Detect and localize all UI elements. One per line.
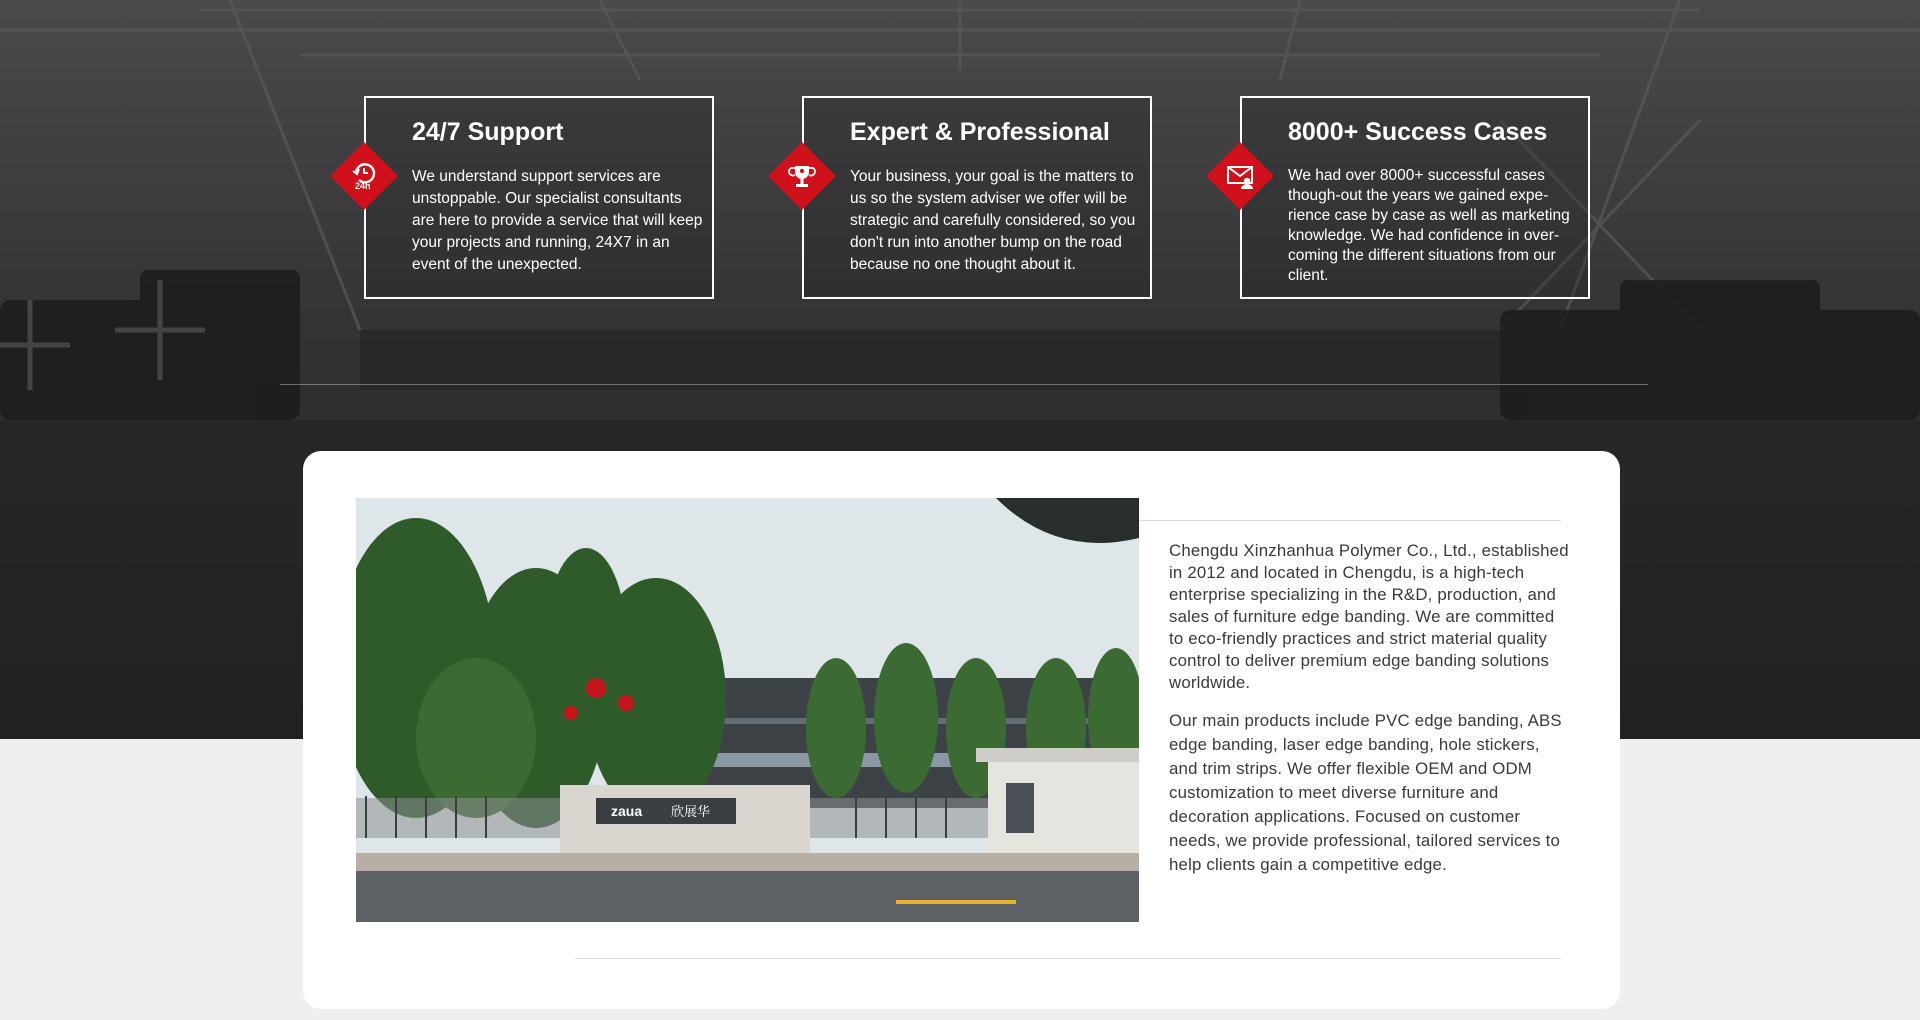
about-paragraph-1: Chengdu Xinzhanhua Polymer Co., Ltd., established in 2012 and located in Chengdu, is a high-tech enterprise specializing in the R&D, production, and sales of furniture edge banding. We are committed to eco-friendly practices and strict material quality control to deliver premium edge banding solutions worldwide. [1169, 541, 1569, 692]
badge-24h-text: 24h [355, 181, 371, 191]
feature-title: 8000+ Success Cases [1288, 118, 1548, 146]
sign-cn-text: 欣展华 [671, 805, 711, 820]
feature-description: We had over 8000+ successful cases though-out the years we gained expe-rience case by case as well as marketing knowledge. We had confidence in over-coming the different situations from our client. [1288, 167, 1570, 284]
feature-card-success-cases [1240, 96, 1590, 299]
feature-card-expert [802, 96, 1152, 299]
sign-brand-text: zaua [611, 803, 643, 819]
feature-description: We understand support services are unstoppable. Our specialist consultants are here to provide a service that will keep your projects and running, 24X7 in an event of the unexpected. [412, 168, 703, 273]
feature-title: 24/7 Support [412, 118, 564, 146]
about-paragraph-2: Our main products include PVC edge banding, ABS edge banding, laser edge banding, hole stickers, and trim strips. We offer flexible OEM and ODM customization to meet diverse furniture and decoration applications. Focused on customer needs, we provide professional, tailored services to help clients gain a competitive edge. [1169, 711, 1562, 874]
feature-description: Your business, your goal is the matters to us so the system adviser we offer will be strategic and carefully considered, so you don't run into another bump on the road because no one thought about it. [850, 168, 1136, 273]
hero-divider [280, 384, 1648, 385]
trophy-icon [768, 142, 836, 210]
about-divider-bottom [575, 958, 1561, 959]
feature-card-support [355, 96, 714, 299]
clock-24h-icon [330, 142, 398, 210]
about-text [1169, 540, 1569, 877]
factory-photo [356, 498, 1139, 922]
about-card [303, 451, 1620, 1009]
about-divider-top [1139, 520, 1561, 521]
feature-title: Expert & Professional [850, 118, 1110, 146]
success-cases-icon [1206, 142, 1274, 210]
